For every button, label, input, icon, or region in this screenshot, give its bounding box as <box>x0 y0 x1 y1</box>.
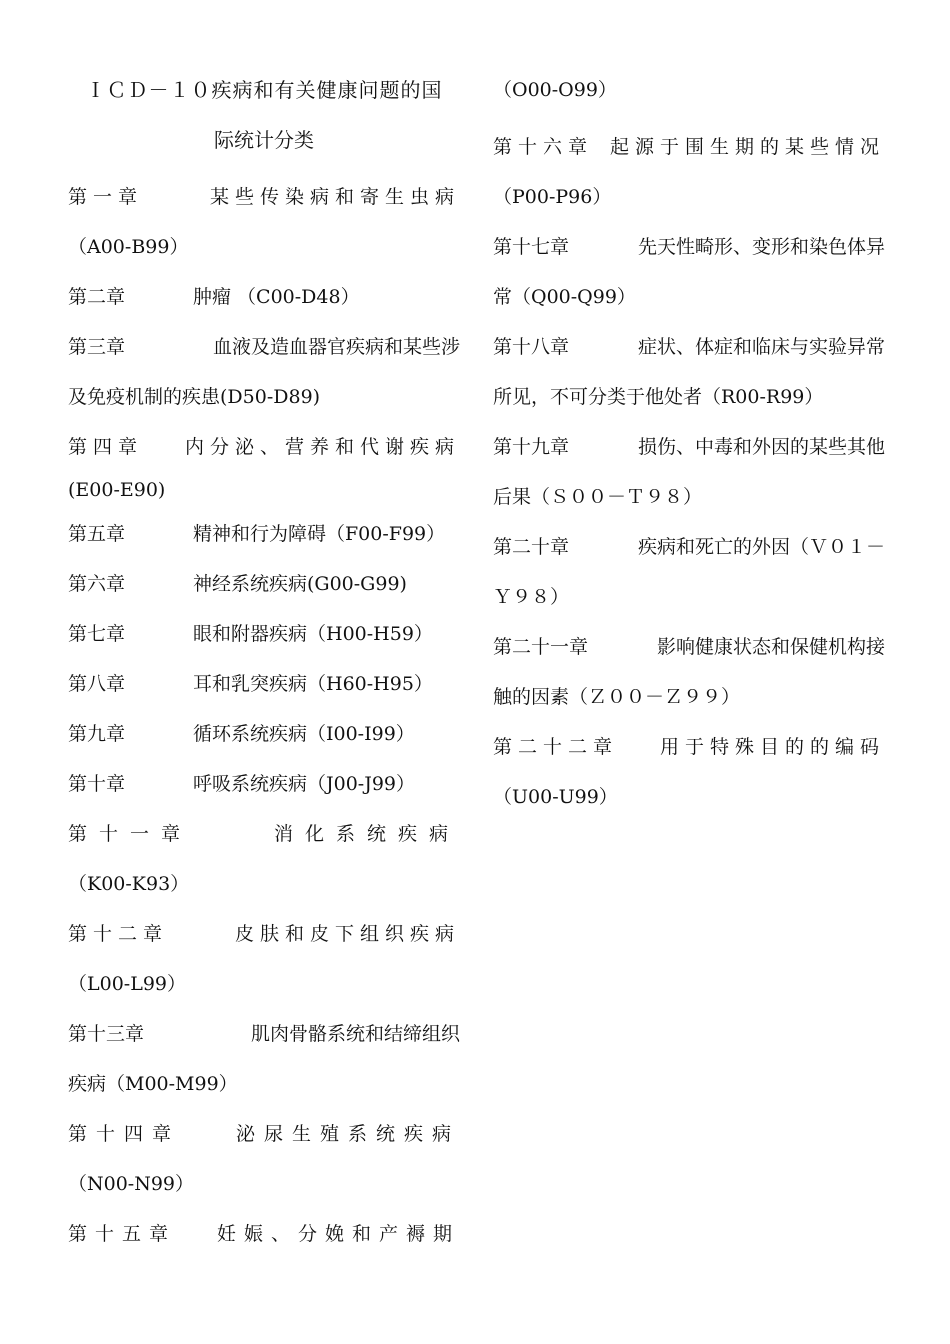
chapter-label: 第十四章 <box>68 1123 181 1145</box>
chapter-20-continuation: Ｙ９８） <box>493 586 570 608</box>
chapter-name: 妊娠、分娩和产褥期 <box>216 1223 460 1245</box>
chapter-label: 第二十章 <box>493 536 570 558</box>
chapter-label: 第八章 <box>68 673 126 695</box>
chapter-label: 第十三章 <box>68 1023 145 1045</box>
chapter-14-code: （N00-N99） <box>68 1173 195 1195</box>
chapter-name: 肌肉骨骼系统和结缔组织 <box>250 1023 460 1045</box>
chapter-name: 损伤、中毒和外因的某些其他 <box>637 436 885 458</box>
chapter-label: 第十二章 <box>68 923 169 945</box>
chapter-name: 血液及造血器官疾病和某些涉 <box>212 336 460 358</box>
chapter-19 <box>493 422 885 472</box>
chapter-22-code: （U00-U99） <box>493 786 618 808</box>
chapter-12 <box>68 909 460 959</box>
document-title-line-2: 际统计分类 <box>214 128 314 152</box>
chapter-text: 神经系统疾病(G00-G99) <box>193 573 407 595</box>
chapter-20 <box>493 522 885 572</box>
chapter-name: 泌尿生殖系统疾病 <box>235 1123 460 1145</box>
chapter-2 <box>68 272 460 322</box>
chapter-19-continuation: 后果（Ｓ００－Ｔ９８） <box>493 486 703 508</box>
chapter-11 <box>68 809 460 859</box>
chapter-label: 第二十二章 <box>493 736 619 758</box>
chapter-text: 呼吸系统疾病（J00-J99） <box>193 773 416 795</box>
chapter-21 <box>493 622 885 672</box>
chapter-text: 肿瘤 （C00-D48） <box>193 286 360 308</box>
chapter-11-code: （K00-K93） <box>68 873 190 895</box>
chapter-3 <box>68 322 460 372</box>
chapter-label: 第三章 <box>68 336 126 358</box>
chapter-15 <box>68 1209 460 1259</box>
chapter-label: 第六章 <box>68 573 126 595</box>
chapter-text: 循环系统疾病（I00-I99） <box>193 723 415 745</box>
chapter-3-continuation: 及免疫机制的疾患(D50-D89) <box>68 386 321 408</box>
chapter-label: 第一章 <box>68 186 144 208</box>
chapter-label: 第十九章 <box>493 436 570 458</box>
chapter-6 <box>68 559 460 609</box>
chapter-14 <box>68 1109 460 1159</box>
chapter-16-code: （P00-P96） <box>493 186 612 208</box>
chapter-4-code: (E00-E90) <box>68 479 166 501</box>
right-column <box>493 72 885 822</box>
chapter-label: 第五章 <box>68 523 126 545</box>
chapter-text: 精神和行为障碍（F00-F99） <box>193 523 446 545</box>
chapter-text: 耳和乳突疾病（H60-H95） <box>193 673 433 695</box>
chapter-10 <box>68 759 460 809</box>
chapter-label: 第十章 <box>68 773 126 795</box>
chapter-17-continuation: 常（Q00-Q99） <box>493 286 636 308</box>
document-title-line-1: ＩＣＤ－１０疾病和有关健康问题的国 <box>85 78 443 102</box>
chapter-13-continuation: 疾病（M00-M99） <box>68 1073 238 1095</box>
chapter-12-code: （L00-L99） <box>68 973 187 995</box>
chapter-name: 消化系统疾病 <box>273 823 460 845</box>
chapter-text: 眼和附器疾病（H00-H59） <box>193 623 433 645</box>
chapter-15-code: （O00-O99） <box>493 79 617 101</box>
chapter-label: 第七章 <box>68 623 126 645</box>
chapter-22 <box>493 722 885 772</box>
chapter-label: 第十八章 <box>493 336 570 358</box>
chapter-label: 第二十一章 <box>493 636 589 658</box>
chapter-4 <box>68 422 460 472</box>
chapter-label: 第十六章 <box>493 136 594 158</box>
chapter-label: 第九章 <box>68 723 126 745</box>
chapter-5 <box>68 509 460 559</box>
chapter-label: 第四章 <box>68 436 144 458</box>
chapter-label: 第十一章 <box>68 823 193 845</box>
chapter-1 <box>68 172 460 222</box>
chapter-name: 症状、体症和临床与实验异常 <box>637 336 885 358</box>
chapter-name: 某些传染病和寄生虫病 <box>209 186 460 208</box>
left-column <box>68 72 460 1259</box>
chapter-name: 皮肤和皮下组织疾病 <box>234 923 460 945</box>
chapter-name: 疾病和死亡的外因（Ｖ０１－ <box>637 536 885 558</box>
chapter-name: 用于特殊目的的编码 <box>659 736 885 758</box>
chapter-8 <box>68 659 460 709</box>
chapter-17 <box>493 222 885 272</box>
chapter-1-code: （A00-B99） <box>68 236 189 258</box>
chapter-name: 影响健康状态和保健机构接 <box>656 636 885 658</box>
chapter-16 <box>493 122 885 172</box>
chapter-label: 第十五章 <box>68 1223 177 1245</box>
chapter-label: 第十七章 <box>493 236 570 258</box>
chapter-7 <box>68 609 460 659</box>
chapter-18-continuation: 所见，不可分类于他处者（R00-R99） <box>493 386 824 408</box>
chapter-18 <box>493 322 885 372</box>
chapter-name: 起源于围生期的某些情况 <box>609 136 885 158</box>
chapter-13 <box>68 1009 460 1059</box>
chapter-9 <box>68 709 460 759</box>
chapter-name: 内分泌、营养和代谢疾病 <box>184 436 460 458</box>
chapter-21-continuation: 触的因素（Ｚ００－Ｚ９９） <box>493 686 741 708</box>
chapter-label: 第二章 <box>68 286 126 308</box>
chapter-name: 先天性畸形、变形和染色体异 <box>637 236 885 258</box>
